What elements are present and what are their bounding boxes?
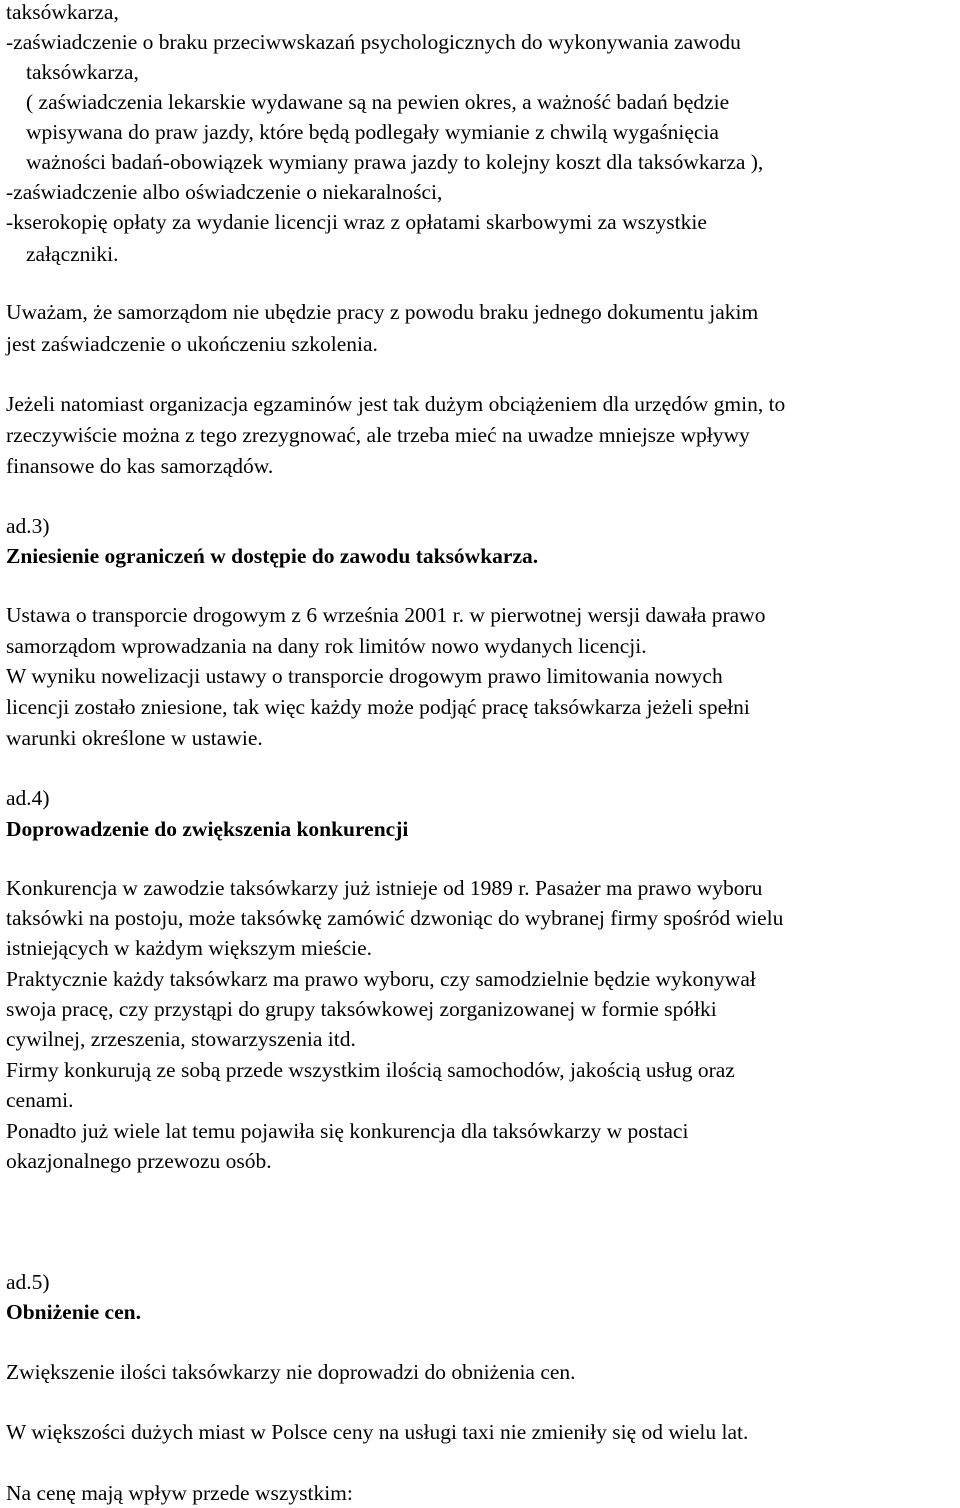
section-number: ad.3) (6, 514, 50, 538)
text-line: Konkurencja w zawodzie taksówkarzy już istnieje od 1989 r. Pasażer ma prawo wyboru (6, 876, 763, 900)
text-line: wpisywana do praw jazdy, które będą podlegały wymianie z chwilą wygaśnięcia (26, 120, 719, 144)
text-line: Ustawa o transporcie drogowym z 6 września 2001 r. w pierwotnej wersji dawała prawo (6, 603, 766, 627)
text-line: -zaświadczenie o braku przeciwwskazań psychologicznych do wykonywania zawodu (6, 30, 741, 54)
text-line: Zwiększenie ilości taksówkarzy nie doprowadzi do obniżenia cen. (6, 1360, 576, 1384)
text-line: warunki określone w ustawie. (6, 726, 263, 750)
text-line: załączniki. (26, 242, 119, 266)
text-line: taksówkarza, (26, 60, 139, 84)
text-line: -kserokopię opłaty za wydanie licencji wraz z opłatami skarbowymi za wszystkie (6, 210, 707, 234)
text-line: finansowe do kas samorządów. (6, 454, 274, 478)
section-heading: Zniesienie ograniczeń w dostępie do zawodu taksówkarza. (6, 544, 539, 568)
text-line: Ponadto już wiele lat temu pojawiła się konkurencja dla taksówkarzy w postaci (6, 1119, 689, 1143)
text-line: jest zaświadczenie o ukończeniu szkolenia. (6, 332, 378, 356)
text-line: W większości dużych miast w Polsce ceny na usługi taxi nie zmieniły się od wielu lat. (6, 1420, 749, 1444)
text-line: -zaświadczenie albo oświadczenie o niekaralności, (6, 180, 443, 204)
text-line: Jeżeli natomiast organizacja egzaminów jest tak dużym obciążeniem dla urzędów gmin, to (6, 392, 786, 416)
text-line: okazjonalnego przewozu osób. (6, 1149, 272, 1173)
text-line: ważności badań-obowiązek wymiany prawa jazdy to kolejny koszt dla taksówkarza ), (26, 150, 764, 174)
text-line: istniejących w każdym większym mieście. (6, 936, 372, 960)
text-line: rzeczywiście można z tego zrezygnować, ale trzeba mieć na uwadze mniejsze wpływy (6, 423, 750, 447)
text-line: Na cenę mają wpływ przede wszystkim: (6, 1481, 353, 1505)
text-line: licencji zostało zniesione, tak więc każdy może podjąć pracę taksówkarza jeżeli spełni (6, 695, 750, 719)
section-number: ad.5) (6, 1270, 50, 1294)
text-line: cywilnej, zrzeszenia, stowarzyszenia itd. (6, 1027, 356, 1051)
text-line: taksówkarza, (6, 0, 119, 24)
text-line: cenami. (6, 1088, 74, 1112)
text-line: taksówki na postoju, może taksówkę zamówić dzwoniąc do wybranej firmy spośród wielu (6, 906, 784, 930)
section-heading: Doprowadzenie do zwiększenia konkurencji (6, 817, 409, 841)
text-line: W wyniku nowelizacji ustawy o transporcie drogowym prawo limitowania nowych (6, 664, 723, 688)
text-line: Firmy konkurują ze sobą przede wszystkim ilością samochodów, jakością usług oraz (6, 1058, 735, 1082)
section-heading: Obniżenie cen. (6, 1300, 141, 1324)
text-line: samorządom wprowadzania na dany rok limitów nowo wydanych licencji. (6, 634, 647, 658)
text-line: Uważam, że samorządom nie ubędzie pracy z powodu braku jednego dokumentu jakim (6, 300, 759, 324)
text-line: Praktycznie każdy taksówkarz ma prawo wyboru, czy samodzielnie będzie wykonywał (6, 967, 756, 991)
text-line: swoja pracę, czy przystąpi do grupy taksówkowej zorganizowanej w formie spółki (6, 997, 717, 1021)
section-number: ad.4) (6, 786, 50, 810)
text-line: ( zaświadczenia lekarskie wydawane są na pewien okres, a ważność badań będzie (26, 90, 730, 114)
